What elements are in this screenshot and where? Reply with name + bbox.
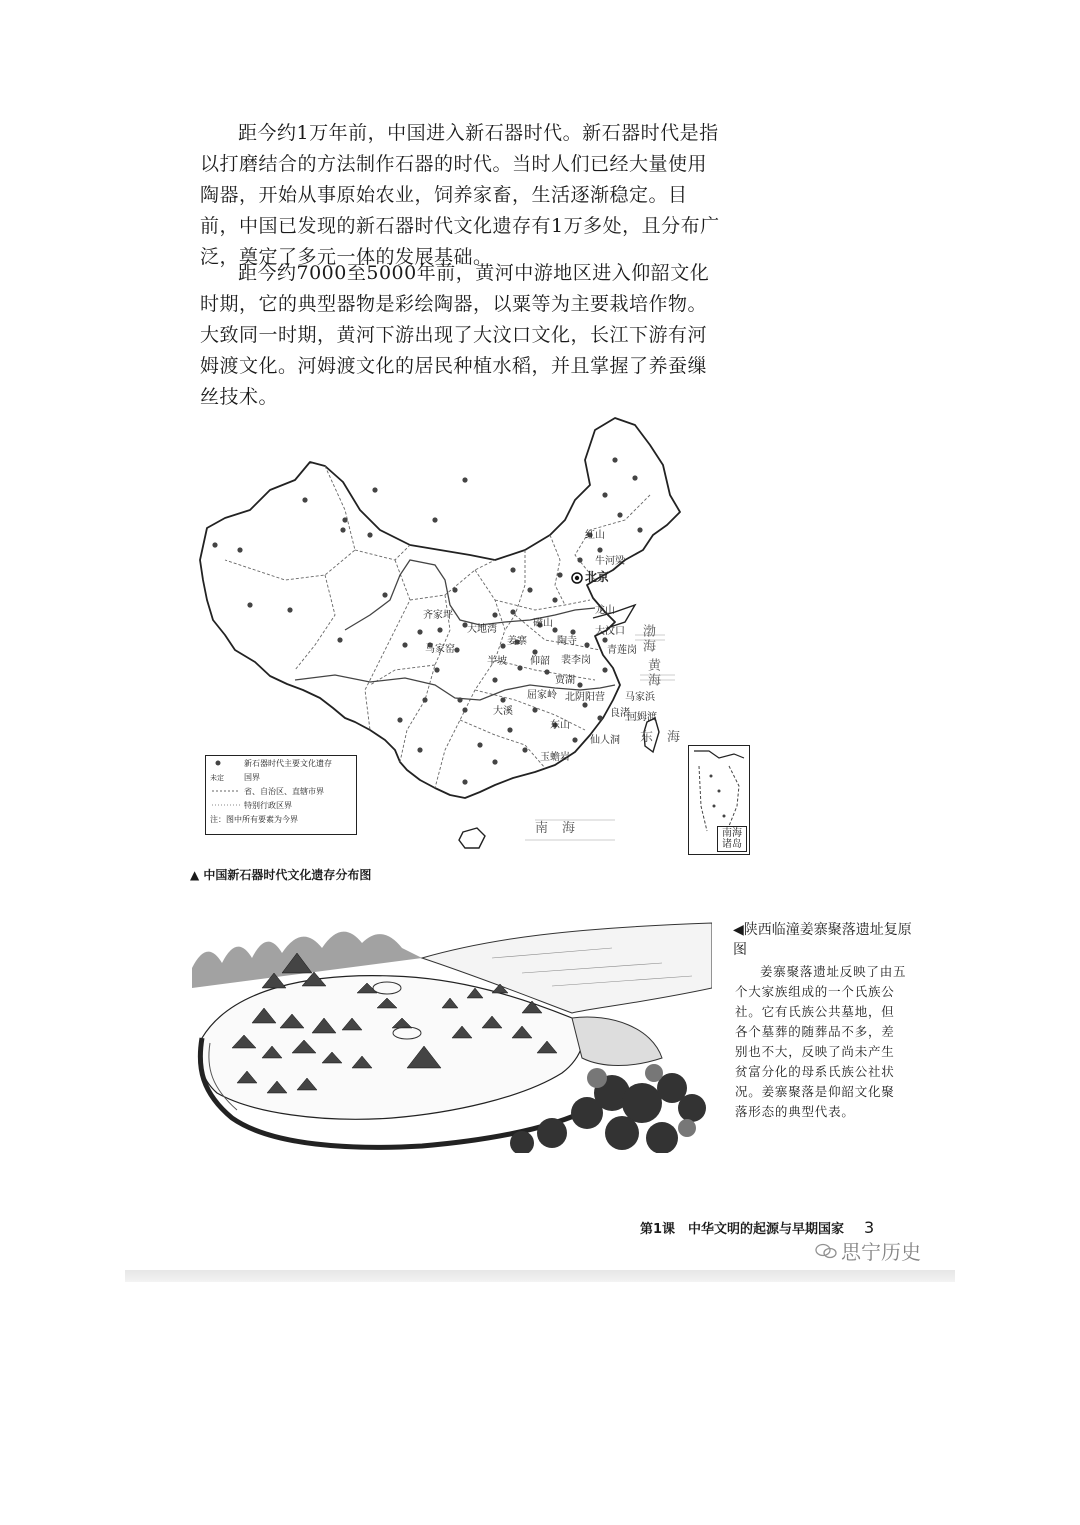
site-dot-icon — [210, 759, 244, 767]
page-number: 3 — [864, 1218, 875, 1237]
legend-text-site: 新石器时代主要文化遗存 — [244, 758, 332, 768]
site-label-daxi: 大溪 — [493, 706, 513, 717]
site-label-liangzhu: 良渚 — [610, 708, 630, 719]
map-caption-text: 中国新石器时代文化遗存分布图 — [203, 868, 372, 882]
illustration-title — [733, 920, 913, 960]
site-label-niuheliang: 牛河梁 — [595, 556, 625, 567]
triangle-marker-icon: ▲ — [190, 868, 200, 882]
site-label-xianrendong: 仙人洞 — [590, 735, 620, 746]
legend-row-national — [206, 770, 356, 784]
watermark-text: 思宁历史 — [841, 1240, 921, 1264]
site-label-qijiaping: 齐家坪 — [423, 610, 453, 621]
site-label-dawenkou: 大汶口 — [595, 626, 625, 637]
site-label-hemudu: 河姆渡 — [627, 712, 657, 723]
site-label-jia: 贾湖 — [555, 675, 575, 686]
legend-row-site — [206, 756, 356, 770]
lesson-title: 第1课 中华文明的起源与早期国家 — [640, 1222, 845, 1237]
watermark — [815, 1236, 921, 1265]
map-legend — [205, 755, 357, 835]
page-footer — [640, 1218, 874, 1237]
legend-row-sar — [206, 798, 356, 812]
paragraph-yangshao: 距今约7000至5000年前，黄河中游地区进入仰韶文化时期，它的典型器物是彩绘陶器，以粟等为主要栽培作物。大致同一时期，黄河下游出现了大汶口文化，长江下游有河姆渡文化。河姆渡文化的居民种植水稻，并且掌握了养蚕缫丝技术。 — [200, 262, 710, 408]
legend-row-note — [206, 812, 356, 826]
illustration-title-text: 陕西临潼姜寨聚落遗址复原图 — [733, 922, 912, 958]
sea-label-donghai: 东海 — [640, 730, 695, 745]
left-triangle-marker-icon: ◀ — [733, 922, 744, 938]
sea-label-huanghai: 黄海 — [645, 658, 660, 688]
site-label-longshan: 龙山 — [595, 605, 615, 616]
site-label-majiayao: 马家窑 — [425, 644, 455, 655]
legend-text-sar: 特别行政区界 — [244, 800, 292, 810]
legend-text-province: 省、自治区、直辖市界 — [244, 786, 324, 796]
site-label-hongshan: 红山 — [585, 530, 605, 541]
site-label-cishan: 磁山 — [533, 618, 553, 629]
legend-text-note: 注：图中所有要素为今界 — [210, 814, 298, 824]
site-label-qujialing: 屈家岭 — [527, 690, 557, 701]
sea-label-nanhai: 南海 — [535, 821, 590, 836]
scan-edge-strip — [125, 1270, 955, 1282]
map-caption — [190, 866, 371, 883]
inset-label: 南海诸岛 — [717, 826, 747, 852]
border-line-icon: 未定 — [210, 774, 224, 782]
site-label-beiyinyang: 北阴阳营 — [565, 692, 605, 703]
paragraph-neolithic: 距今约1万年前，中国进入新石器时代。新石器时代是指以打磨结合的方法制作石器的时代。当时人们已经大量使用陶器，开始从事原始农业，饲养家畜，生活逐渐稳定。目前，中国已发现的新石器时代文化遗存有1万多处，且分布广泛，奠定了多元一体的发展基础。 — [200, 122, 720, 268]
site-label-dongshan: 东山 — [550, 720, 570, 731]
site-label-yuchanyan: 玉蟾岩 — [540, 752, 570, 763]
sea-label-bohai: 渤海 — [640, 624, 655, 654]
site-label-majiabang: 马家浜 — [625, 692, 655, 703]
capital-label-beijing: 北京 — [585, 570, 610, 584]
dashed-line-icon — [210, 787, 244, 795]
site-label-peiligang: 裴李岗 — [561, 655, 591, 666]
site-label-taosi: 陶寺 — [557, 636, 577, 647]
wechat-icon — [815, 1242, 837, 1260]
legend-row-province — [206, 784, 356, 798]
site-label-banpo: 半坡 — [487, 656, 507, 667]
illustration-description: 姜寨聚落遗址反映了由五个大家族组成的一个氏族公社。它有氏族公共墓地，但各个墓葬的随葬品不多，差别也不大，反映了尚未产生贫富分化的母系氏族公社状况。姜寨聚落是仰韶文化聚落形态的典型代表。 — [735, 964, 907, 1119]
site-label-yangshao: 仰韶 — [530, 656, 550, 667]
site-label-qinglian: 青莲岗 — [607, 645, 637, 656]
dotted-line-icon — [210, 801, 244, 809]
site-label-jiangzhai: 姜寨 — [507, 636, 527, 647]
south-china-sea-inset — [688, 745, 750, 855]
site-label-dadiwan: 大地湾 — [467, 624, 497, 635]
legend-text-national: 国界 — [244, 772, 260, 782]
neolithic-sites-map — [195, 400, 755, 860]
jiangzhai-village-illustration — [192, 918, 712, 1153]
